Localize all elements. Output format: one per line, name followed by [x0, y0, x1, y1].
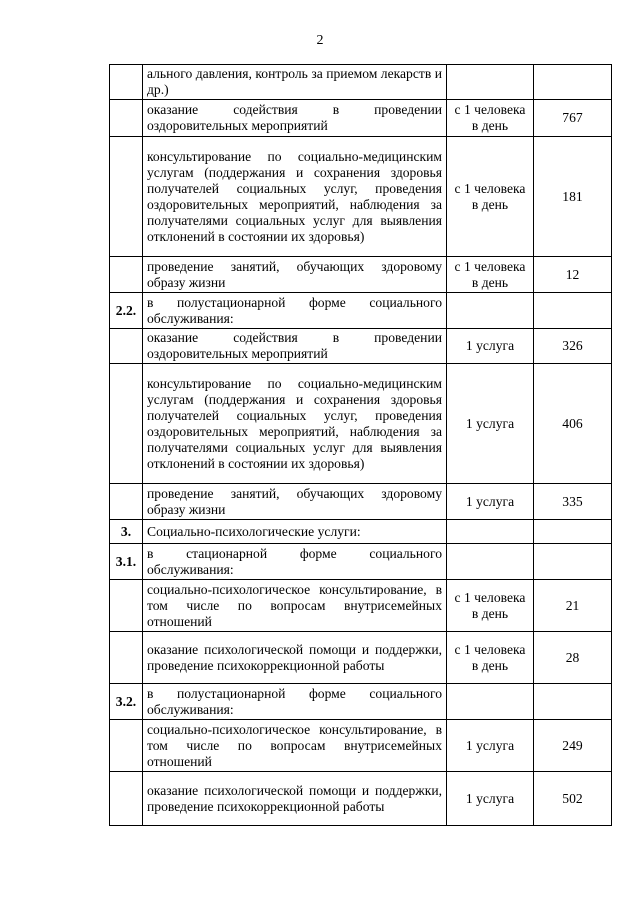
service-unit — [447, 65, 534, 100]
service-unit: 1 услуга — [447, 720, 534, 772]
row-number — [110, 772, 143, 826]
row-number — [110, 329, 143, 364]
table-row — [110, 632, 612, 684]
service-value — [534, 520, 612, 544]
row-number: 3.2. — [110, 684, 143, 720]
row-number — [110, 720, 143, 772]
table-row — [110, 484, 612, 520]
service-unit: с 1 человека в день — [447, 632, 534, 684]
service-unit — [447, 293, 534, 329]
service-value — [534, 544, 612, 580]
service-value — [534, 65, 612, 100]
table-row — [110, 580, 612, 632]
row-number — [110, 364, 143, 484]
service-value: 767 — [534, 100, 612, 137]
table-row — [110, 720, 612, 772]
table-row — [110, 364, 612, 484]
service-value: 335 — [534, 484, 612, 520]
service-value: 326 — [534, 329, 612, 364]
service-description: консультирование по социально-медицинским услугам (поддержания и сохранения здоровья получателей социальных услуг, проведения оздоровительных мероприятий, наблюдения за получателями социальных услуг для выявления отклонений в состоянии их здоровья) — [143, 364, 447, 484]
service-description: проведение занятий, обучающих здоровому образу жизни — [143, 484, 447, 520]
table-row — [110, 329, 612, 364]
service-value: 406 — [534, 364, 612, 484]
table-row — [110, 684, 612, 720]
service-value: 12 — [534, 257, 612, 293]
service-unit: с 1 человека в день — [447, 580, 534, 632]
service-description: проведение занятий, обучающих здоровому образу жизни — [143, 257, 447, 293]
page-number: 2 — [316, 33, 324, 48]
row-number — [110, 632, 143, 684]
service-description: социально-психологическое консультирование, в том числе по вопросам внутрисемейных отношений — [143, 720, 447, 772]
service-description: в стационарной форме социального обслуживания: — [143, 544, 447, 580]
table-row — [110, 65, 612, 100]
row-number — [110, 137, 143, 257]
service-description: консультирование по социально-медицинским услугам (поддержания и сохранения здоровья получателей социальных услуг, проведения оздоровительных мероприятий, наблюдения за получателями социальных услуг для выявления отклонений в состоянии их здоровья) — [143, 137, 447, 257]
row-number — [110, 100, 143, 137]
service-unit: с 1 человека в день — [447, 137, 534, 257]
service-unit: 1 услуга — [447, 484, 534, 520]
service-unit: с 1 человека в день — [447, 257, 534, 293]
service-unit — [447, 684, 534, 720]
table-row — [110, 137, 612, 257]
row-number — [110, 484, 143, 520]
service-description: ального давления, контроль за приемом лекарств и др.) — [143, 65, 447, 100]
service-description: оказание психологической помощи и поддержки, проведение психокоррекционной работы — [143, 632, 447, 684]
table-row — [110, 520, 612, 544]
section-heading: Социально-психологические услуги: — [143, 520, 447, 544]
service-unit — [447, 520, 534, 544]
row-number — [110, 580, 143, 632]
service-value: 181 — [534, 137, 612, 257]
service-description: социально-психологическое консультирование, в том числе по вопросам внутрисемейных отношений — [143, 580, 447, 632]
row-number — [110, 65, 143, 100]
service-value: 502 — [534, 772, 612, 826]
services-table — [109, 64, 612, 826]
service-description: оказание психологической помощи и поддержки, проведение психокоррекционной работы — [143, 772, 447, 826]
service-description: оказание содействия в проведении оздоровительных мероприятий — [143, 100, 447, 137]
service-unit: 1 услуга — [447, 364, 534, 484]
service-description: оказание содействия в проведении оздоровительных мероприятий — [143, 329, 447, 364]
row-number: 2.2. — [110, 293, 143, 329]
row-number: 3. — [110, 520, 143, 544]
service-description: в полустационарной форме социального обслуживания: — [143, 293, 447, 329]
service-unit: 1 услуга — [447, 329, 534, 364]
table-row — [110, 100, 612, 137]
service-value — [534, 684, 612, 720]
service-value: 249 — [534, 720, 612, 772]
table-row — [110, 293, 612, 329]
service-value: 28 — [534, 632, 612, 684]
service-value: 21 — [534, 580, 612, 632]
table-row — [110, 544, 612, 580]
service-unit: с 1 человека в день — [447, 100, 534, 137]
row-number — [110, 257, 143, 293]
service-value — [534, 293, 612, 329]
table-row — [110, 772, 612, 826]
service-description: в полустационарной форме социального обслуживания: — [143, 684, 447, 720]
table-row — [110, 257, 612, 293]
service-unit — [447, 544, 534, 580]
row-number: 3.1. — [110, 544, 143, 580]
service-unit: 1 услуга — [447, 772, 534, 826]
